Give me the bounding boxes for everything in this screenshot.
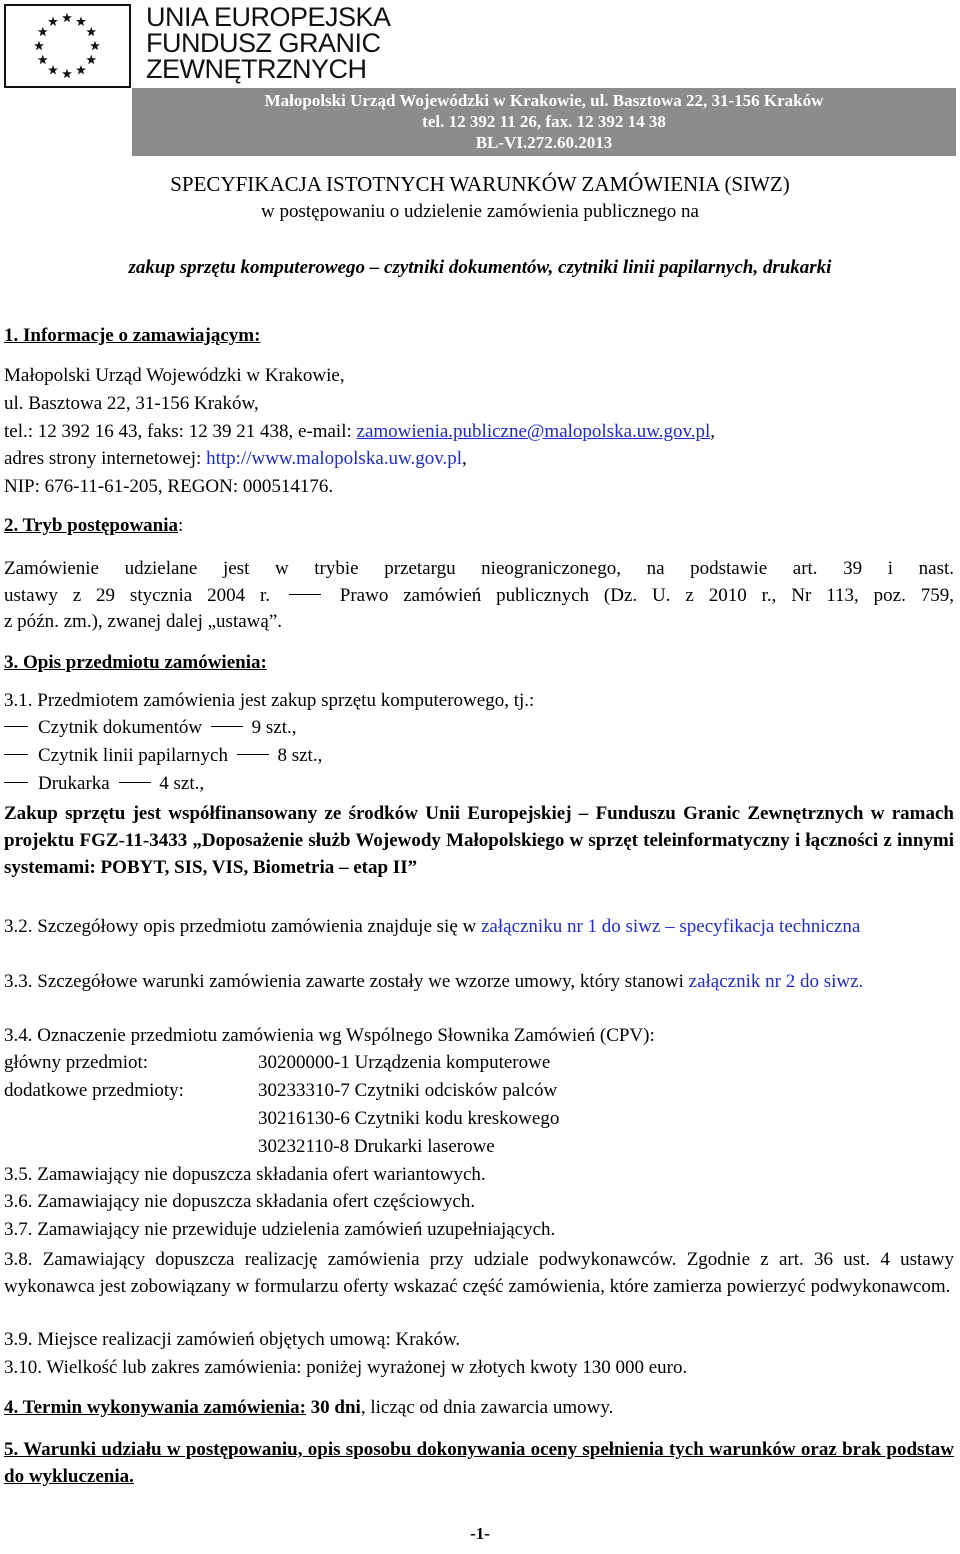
- org-website-label: adres strony internetowej:: [4, 448, 207, 469]
- procedure-text-part-2: Prawo zamówień publicznych (Dz. U. z 2010 r., Nr 113, poz. 759,: [324, 585, 954, 606]
- item-name: Czytnik linii papilarnych: [38, 745, 233, 766]
- section-3-heading: 3. Opis przedmiotu zamówienia:: [4, 652, 267, 673]
- org-contact-comma: ,: [710, 421, 716, 442]
- logo-line-2: FUNDUSZ GRANIC: [146, 28, 381, 58]
- org-address: ul. Basztowa 22, 31-156 Kraków,: [4, 393, 259, 414]
- point-3-9: 3.9. Miejsce realizacji zamówień objętych umową: Kraków.: [4, 1329, 461, 1350]
- point-3-3-text: 3.3. Szczegółowe warunki zamówienia zawarte zostały we wzorze umowy, który stanowi: [4, 971, 689, 992]
- point-3-2-text: 3.2. Szczegółowy opis przedmiotu zamówienia znajduje się w: [4, 916, 481, 937]
- item-name: Drukarka: [38, 773, 115, 794]
- star-icon: [76, 65, 86, 74]
- section-4-line: [4, 1396, 613, 1420]
- cpv-additional-code: 30232110-8 Drukarki laserowe: [258, 1136, 495, 1157]
- document-title: SPECYFIKACJA ISTOTNYCH WARUNKÓW ZAMÓWIENIA (SIWZ): [170, 172, 790, 196]
- list-item: [4, 772, 204, 796]
- list-item: [4, 716, 297, 740]
- point-3-1: 3.1. Przedmiotem zamówienia jest zakup sprzętu komputerowego, tj.:: [4, 690, 535, 711]
- star-icon: [86, 27, 96, 36]
- bullet-dash-icon: [4, 754, 28, 755]
- star-icon: [62, 69, 72, 78]
- section-2-colon: :: [178, 515, 184, 536]
- cpv-additional-label: dodatkowe przedmioty:: [4, 1080, 184, 1101]
- section-5-heading: 5. Warunki udziału w postępowaniu, opis sposobu dokonywania oceny spełnienia tych warunków oraz brak podstaw do wykluczenia.: [4, 1439, 954, 1488]
- star-icon: [34, 41, 44, 50]
- procedure-text-line-2: [4, 582, 954, 609]
- eu-stars-icon: [6, 6, 129, 86]
- point-3-2: [4, 913, 954, 940]
- cpv-additional-code: 30233310-7 Czytniki odcisków palców: [258, 1080, 558, 1101]
- item-quantity: 4 szt.,: [154, 773, 205, 794]
- item-name: Czytnik dokumentów: [38, 717, 207, 738]
- org-contact-label: tel.: 12 392 16 43, faks: 12 39 21 438, e-mail:: [4, 421, 357, 442]
- website-link[interactable]: http://www.malopolska.uw.gov.pl: [206, 448, 463, 469]
- eu-fund-logo-text: [146, 4, 391, 82]
- annex-1-link[interactable]: załączniku nr 1 do siwz – specyfikacja techniczna: [480, 916, 861, 937]
- logo-line-3: ZEWNĘTRZNYCH: [146, 54, 367, 84]
- deadline-text: , licząc od dnia zawarcia umowy.: [360, 1397, 614, 1418]
- star-icon: [76, 17, 86, 26]
- point-3-3: [4, 968, 954, 995]
- header-band: [132, 88, 956, 156]
- org-tax-ids: NIP: 676-11-61-205, REGON: 000514176.: [4, 476, 334, 497]
- cofinancing-note: Zakup sprzętu jest współfinansowany ze środków Unii Europejskiej – Funduszu Granic Zewnętrznych w ramach projektu FGZ-11-3433 „Doposażenie służb Wojewody Małopolskiego w sprzęt teleinformatyczny i łączności z innymi systemami: POBYT, SIS, VIS, Biometria – etap II”: [4, 803, 954, 879]
- procedure-text-part-1: ustawy z 29 stycznia 2004 r.: [4, 585, 285, 606]
- deadline-days: 30 dni: [305, 1397, 361, 1418]
- star-icon: [48, 65, 58, 74]
- org-contact: [4, 420, 715, 444]
- cpv-main-label: główny przedmiot:: [4, 1052, 149, 1073]
- point-3-7: 3.7. Zamawiający nie przewiduje udzielenia zamówień uzupełniających.: [4, 1219, 556, 1240]
- section-2-heading-line: [4, 514, 183, 538]
- star-icon: [90, 41, 100, 50]
- header-reference: BL-VI.272.60.2013: [475, 133, 613, 152]
- bullet-dash-icon: [4, 726, 28, 727]
- logo-line-1: UNIA EUROPEJSKA: [146, 2, 391, 32]
- point-3-6: 3.6. Zamawiający nie dopuszcza składania ofert częściowych.: [4, 1191, 476, 1212]
- cpv-additional-code: 30216130-6 Czytniki kodu kreskowego: [258, 1108, 560, 1129]
- section-2-heading: 2. Tryb postępowania: [4, 515, 179, 536]
- section-1-heading: 1. Informacje o zamawiającym:: [4, 325, 261, 346]
- bullet-dash-icon: [4, 782, 28, 783]
- procedure-text-line-1: Zamówienie udzielane jest w trybie przetargu nieograniczonego, na podstawie art. 39 i nast.: [4, 558, 954, 579]
- point-3-8: 3.8. Zamawiający dopuszcza realizację zamówienia przy udziale podwykonawców. Zgodnie z art. 36 ust. 4 ustawy wykonawca jest zobowiązany w formularzu oferty wskazać część zamówienia, które zamierza powierzyć podwykonawcom.: [4, 1249, 954, 1298]
- annex-2-link[interactable]: załącznik nr 2 do siwz.: [688, 971, 864, 992]
- point-3-4: 3.4. Oznaczenie przedmiotu zamówienia wg Wspólnego Słownika Zamówień (CPV):: [4, 1025, 655, 1046]
- star-icon: [62, 13, 72, 22]
- org-name: Małopolski Urząd Wojewódzki w Krakowie,: [4, 365, 345, 386]
- dash-icon: [237, 754, 269, 755]
- procedure-text-line-3: z późn. zm.), zwanej dalej „ustawą”.: [4, 611, 283, 632]
- cpv-main-code: 30200000-1 Urządzenia komputerowe: [258, 1052, 551, 1073]
- header-address: Małopolski Urząd Wojewódzki w Krakowie, ul. Basztowa 22, 31-156 Kraków: [264, 91, 824, 110]
- org-website: [4, 447, 467, 471]
- star-icon: [86, 55, 96, 64]
- email-link[interactable]: zamowienia.publiczne@malopolska.uw.gov.pl: [356, 421, 711, 442]
- document-subtitle: w postępowaniu o udzielenie zamówienia publicznego na: [261, 201, 699, 222]
- star-icon: [38, 27, 48, 36]
- dash-icon: [289, 594, 321, 595]
- org-website-comma: ,: [462, 448, 467, 469]
- dash-icon: [211, 726, 243, 727]
- section-4-heading: 4. Termin wykonywania zamówienia:: [4, 1397, 306, 1418]
- point-3-5: 3.5. Zamawiający nie dopuszcza składania ofert wariantowych.: [4, 1164, 486, 1185]
- page-number: -1-: [470, 1524, 490, 1543]
- header-phone: tel. 12 392 11 26, fax. 12 392 14 38: [422, 112, 666, 131]
- point-3-10: 3.10. Wielkość lub zakres zamówienia: poniżej wyrażonej w złotych kwoty 130 000 euro.: [4, 1357, 688, 1378]
- star-icon: [48, 17, 58, 26]
- item-quantity: 8 szt.,: [272, 745, 323, 766]
- eu-flag-icon: [4, 4, 131, 88]
- item-quantity: 9 szt.,: [246, 717, 297, 738]
- order-subject: zakup sprzętu komputerowego – czytniki dokumentów, czytniki linii papilarnych, drukarki: [128, 257, 832, 278]
- dash-icon: [119, 782, 151, 783]
- list-item: [4, 744, 322, 768]
- star-icon: [38, 55, 48, 64]
